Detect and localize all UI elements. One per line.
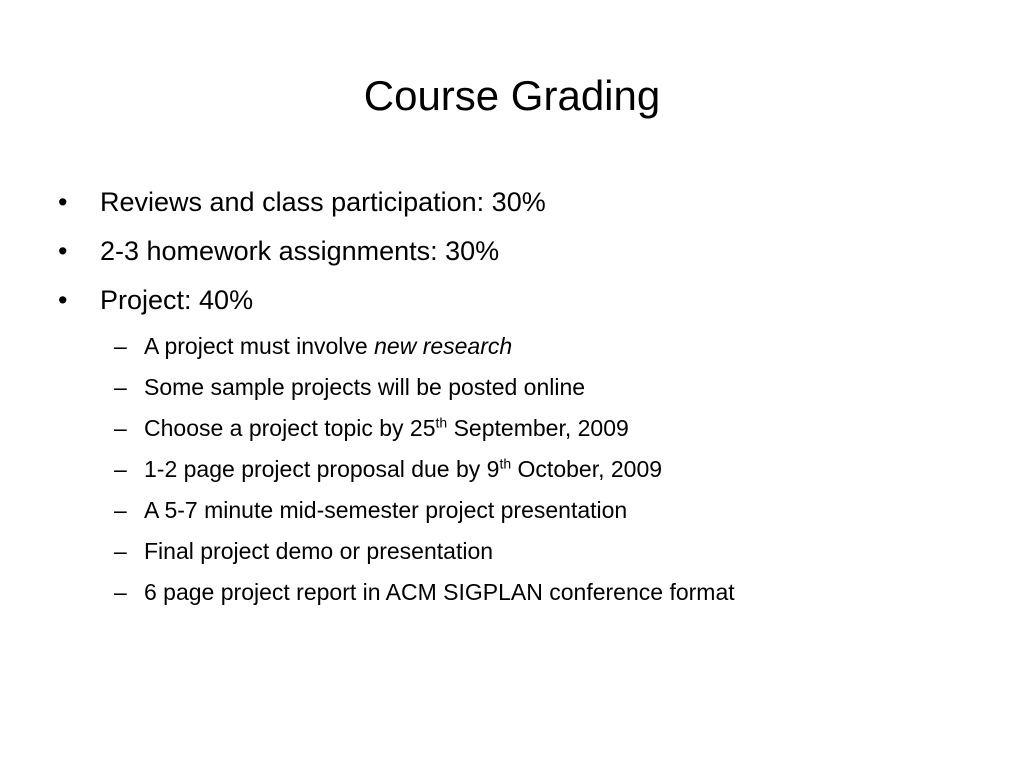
sub-bullet-text: Some sample projects will be posted online: [144, 374, 586, 400]
sub-bullet-text: Final project demo or presentation: [144, 538, 494, 564]
sub-bullet-emphasis: new research: [374, 333, 513, 359]
sub-bullet-item: [58, 536, 978, 567]
dash-icon: –: [114, 374, 127, 400]
project-sublist: [58, 331, 978, 618]
sub-bullet-item: [58, 454, 978, 485]
bullet-item: [58, 233, 978, 269]
bullet-list: [58, 184, 978, 326]
bullet-item: [58, 282, 978, 318]
dash-icon: –: [114, 538, 127, 564]
bullet-text: 2-3 homework assignments: 30%: [100, 236, 500, 266]
dash-icon: –: [114, 333, 127, 359]
sub-bullet-text: Choose a project topic by 25: [144, 415, 436, 441]
bullet-icon: •: [58, 236, 68, 266]
sub-bullet-text: A 5-7 minute mid-semester project presentation: [144, 497, 628, 523]
bullet-icon: •: [58, 187, 68, 217]
dash-icon: –: [114, 456, 127, 482]
bullet-text: Project: 40%: [100, 285, 254, 315]
sub-bullet-item: [58, 413, 978, 444]
dash-icon: –: [114, 579, 127, 605]
sub-bullet-text: 6 page project report in ACM SIGPLAN conference format: [144, 579, 735, 605]
ordinal-suffix: th: [435, 414, 448, 431]
dash-icon: –: [114, 415, 127, 441]
sub-bullet-item: [58, 577, 978, 608]
sub-bullet-text-tail: October, 2009: [511, 456, 663, 482]
bullet-icon: •: [58, 285, 68, 315]
sub-bullet-item: [58, 372, 978, 403]
sub-bullet-text-tail: September, 2009: [447, 415, 629, 441]
sub-bullet-item: [58, 331, 978, 362]
slide-title: Course Grading: [363, 72, 661, 119]
ordinal-suffix: th: [499, 455, 512, 472]
sub-bullet-text: 1-2 page project proposal due by 9: [144, 456, 500, 482]
sub-bullet-text: A project must involve: [144, 333, 375, 359]
dash-icon: –: [114, 497, 127, 523]
bullet-item: [58, 184, 978, 220]
bullet-text: Reviews and class participation: 30%: [100, 187, 546, 217]
sub-bullet-item: [58, 495, 978, 526]
